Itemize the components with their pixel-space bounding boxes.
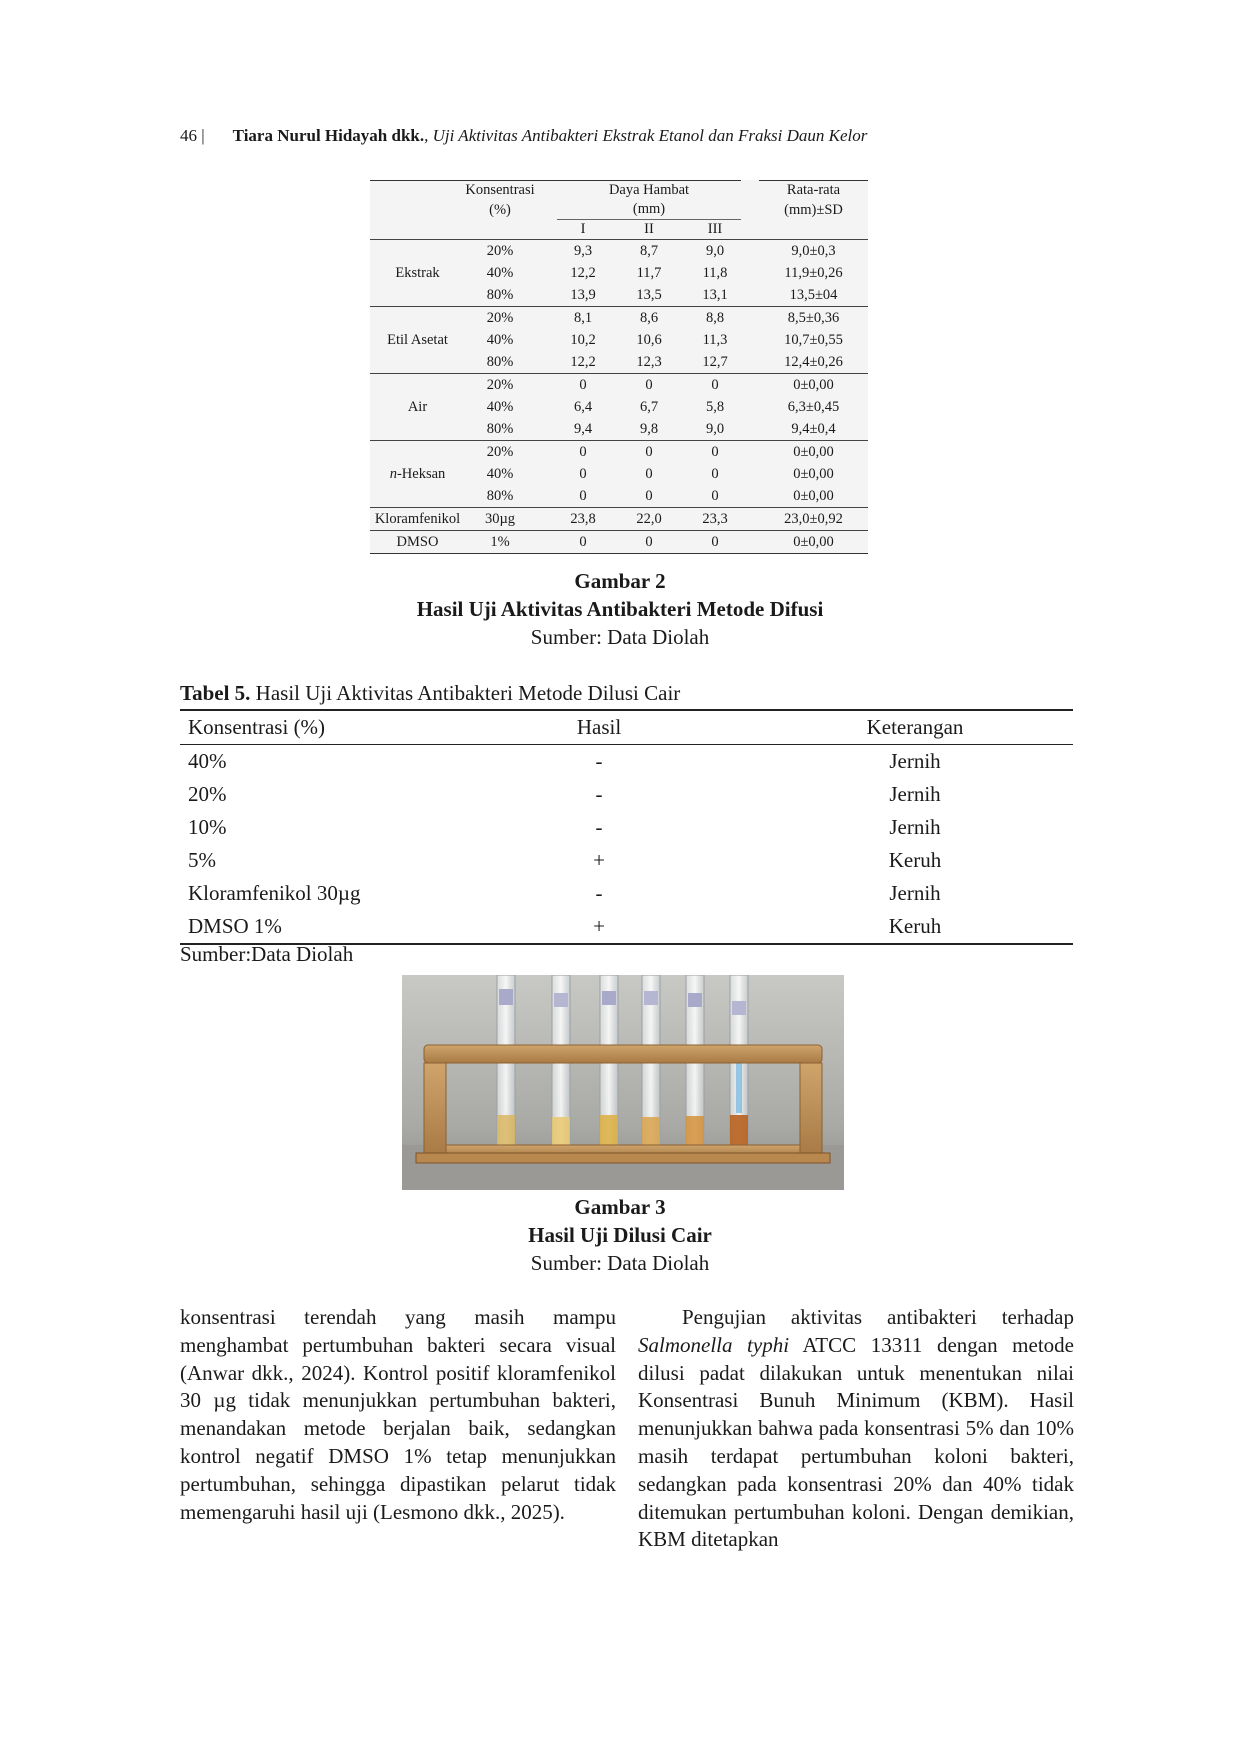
figure-2-table-image [370, 180, 868, 554]
table-row: 20% - Jernih [188, 782, 941, 806]
header-daya-hambat-unit: (mm) [632, 201, 666, 218]
table-row: 80% 0 0 0 0±0,00 [486, 487, 834, 504]
figure-2-source: Sumber: Data Diolah [530, 625, 710, 649]
table-row: 40% - Jernih [188, 749, 941, 773]
page-number: 46 | [180, 126, 205, 145]
running-header [180, 126, 1080, 146]
table-row: Kloramfenikol 30µg 23,8 22,0 23,3 23,0±0,92 [370, 508, 868, 531]
table-row: 40% 10,2 10,6 11,3 10,7±0,55 [486, 331, 843, 348]
group-label-air: Air [370, 374, 465, 441]
table-row: 80% 13,9 13,5 13,1 13,5±04 [486, 286, 838, 303]
table-header-row [180, 710, 1073, 745]
table-row: Kloramfenikol 30µg - Jernih [188, 881, 941, 905]
figure-3-number: Gambar 3 [574, 1195, 666, 1219]
header-konsentrasi-unit: (%) [489, 201, 511, 218]
table-row: DMSO 1% 0 0 0 0±0,00 [370, 531, 868, 554]
header-rep-1: I [557, 220, 609, 240]
table-row: 5% + Keruh [188, 848, 942, 872]
group-label-etil-asetat: Etil Asetat [370, 307, 465, 374]
header-rata-rata: Rata-rata [759, 181, 868, 201]
header-authors: Tiara Nurul Hidayah dkk. [232, 126, 425, 145]
table-row: Air 20% 0 0 0 0±0,00 [370, 374, 868, 397]
column-keterangan: Keterangan [757, 710, 1073, 745]
body-column-right [638, 1304, 1074, 1554]
header-daya-hambat: Daya Hambat [557, 181, 741, 201]
control-label-dmso: DMSO [370, 531, 465, 554]
table-row: n-Heksan 20% 0 0 0 0±0,00 [370, 441, 868, 464]
group-label-ekstrak: Ekstrak [370, 240, 465, 307]
body-paragraph: konsentrasi terendah yang masih mampu menghambat pertumbuhan bakteri secara visual (Anwar dkk., 2024). Kontrol positif kloramfenikol 30 µg tidak menunjukkan pertumbuhan bakteri, menandakan metode berjalan baik, sedangkan kontrol negatif DMSO 1% tetap menunjukkan pertumbuhan, sehingga dipastikan pelarut tidak memengaruhi hasil uji (Lesmono dkk., 2025). [180, 1305, 616, 1524]
table-row: Ekstrak 20% 9,3 8,7 9,0 9,0±0,3 [370, 240, 868, 263]
body-column-left [180, 1304, 616, 1526]
header-rata-rata-unit: (mm)±SD [784, 201, 843, 218]
header-rep-3: III [689, 220, 741, 240]
table-row: 10% - Jernih [188, 815, 941, 839]
table-row: 80% 12,2 12,3 12,7 12,4±0,26 [486, 353, 843, 370]
table-row: 40% 12,2 11,7 11,8 11,9±0,26 [486, 264, 843, 281]
header-rep-2: II [609, 220, 689, 240]
group-label-n-heksan: n-Heksan [370, 441, 465, 508]
figure-3-source: Sumber: Data Diolah [530, 1251, 710, 1275]
control-label-kloramfenikol: Kloramfenikol [370, 508, 465, 531]
column-hasil: Hasil [441, 710, 757, 745]
figure-2-title: Hasil Uji Aktivitas Antibakteri Metode Difusi [416, 597, 824, 621]
dilution-table [180, 709, 1073, 945]
table-row: DMSO 1% + Keruh [180, 910, 1073, 944]
column-konsentrasi: Konsentrasi (%) [180, 710, 441, 745]
body-paragraph: Pengujian aktivitas antibakteri terhadap Salmonella typhi ATCC 13311 dengan metode dilusi padat dilakukan untuk menentukan nilai Konsentrasi Bunuh Minimum (KBM). Hasil menunjukkan bahwa pada konsentrasi 5% dan 10% masih terdapat pertumbuhan koloni bakteri, sedangkan pada konsentrasi 20% dan 40% tidak ditemukan pertumbuhan koloni. Dengan demikian, KBM ditetapkan [638, 1305, 1074, 1552]
table-5-title: Tabel 5. Hasil Uji Aktivitas Antibakteri Metode Dilusi Cair [180, 681, 681, 705]
header-konsentrasi: Konsentrasi [465, 182, 535, 199]
table-row: 40% 6,4 6,7 5,8 6,3±0,45 [486, 398, 840, 415]
figure-2-number: Gambar 2 [574, 569, 666, 593]
header-title: , Uji Aktivitas Antibakteri Ekstrak Etanol dan Fraksi Daun Kelor [424, 126, 868, 145]
test-tube-rack-photo [402, 975, 844, 1190]
table-row: 80% 9,4 9,8 9,0 9,4±0,4 [486, 420, 836, 437]
diffusion-table [370, 180, 868, 554]
table-row: 40% 0 0 0 0±0,00 [486, 465, 834, 482]
table-row: Etil Asetat 20% 8,1 8,6 8,8 8,5±0,36 [370, 307, 868, 330]
figure-3-caption [0, 1193, 1240, 1277]
figure-3-title: Hasil Uji Dilusi Cair [528, 1223, 712, 1247]
figure-2-caption [0, 567, 1240, 651]
table-5-source: Sumber:Data Diolah [180, 942, 354, 966]
